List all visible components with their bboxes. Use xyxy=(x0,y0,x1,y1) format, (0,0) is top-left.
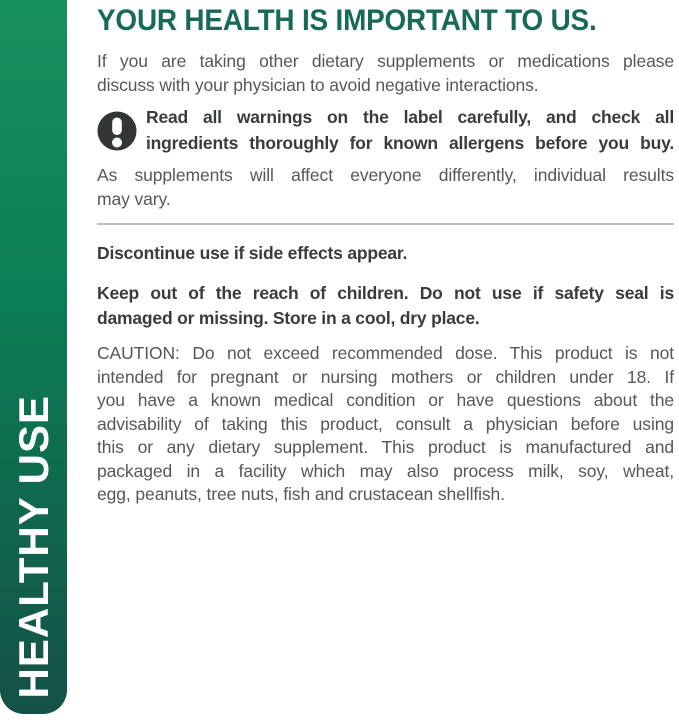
paragraph-results-vary xyxy=(97,164,674,211)
text-line: If you are taking other dietary supplements or medications please xyxy=(97,51,674,71)
text-line: ingredients thoroughly for known allergens before you buy. xyxy=(146,132,674,153)
statement-keep-away xyxy=(97,281,674,331)
text-line: egg, peanuts, tree nuts, fish and crustacean shellfish. xyxy=(97,484,505,504)
warning-text xyxy=(146,105,674,156)
text-line: As supplements will affect everyone differently, individual results xyxy=(97,165,674,185)
text-line: may vary. xyxy=(97,188,171,209)
text-line: CAUTION: Do not exceed recommended dose. This product is not xyxy=(97,343,674,363)
info-panel xyxy=(97,4,674,507)
text-line: damaged or missing. Store in a cool, dry place. xyxy=(97,308,480,328)
text-line: discuss with your physician to avoid negative interactions. xyxy=(97,74,539,95)
page-title: YOUR HEALTH IS IMPORTANT TO US. xyxy=(97,4,597,37)
statement-discontinue xyxy=(97,241,674,266)
paragraph-interactions xyxy=(97,50,674,97)
text-line: Keep out of the reach of children. Do not use if safety seal is xyxy=(97,283,674,303)
exclamation-circle-icon xyxy=(97,111,137,151)
text-line: you have a known medical condition or have questions about the xyxy=(97,390,674,410)
text-line: Discontinue use if side effects appear. xyxy=(97,243,408,263)
healthy-use-tab xyxy=(0,0,67,714)
divider xyxy=(97,223,674,225)
text-line: Read all warnings on the label carefully, and check all xyxy=(146,107,674,127)
paragraph-caution xyxy=(97,342,674,507)
text-line: intended for pregnant or nursing mothers or children under 18. If xyxy=(97,366,674,387)
text-line: this or any dietary supplement. This product is manufactured and xyxy=(97,437,674,457)
text-line: packaged in a facility which may also process milk, soy, wheat, xyxy=(97,460,674,481)
text-line: advisability of taking this product, consult a physician before using xyxy=(97,413,674,434)
warning-callout xyxy=(97,105,674,156)
sidebar-label: HEALTHY USE xyxy=(9,394,57,698)
